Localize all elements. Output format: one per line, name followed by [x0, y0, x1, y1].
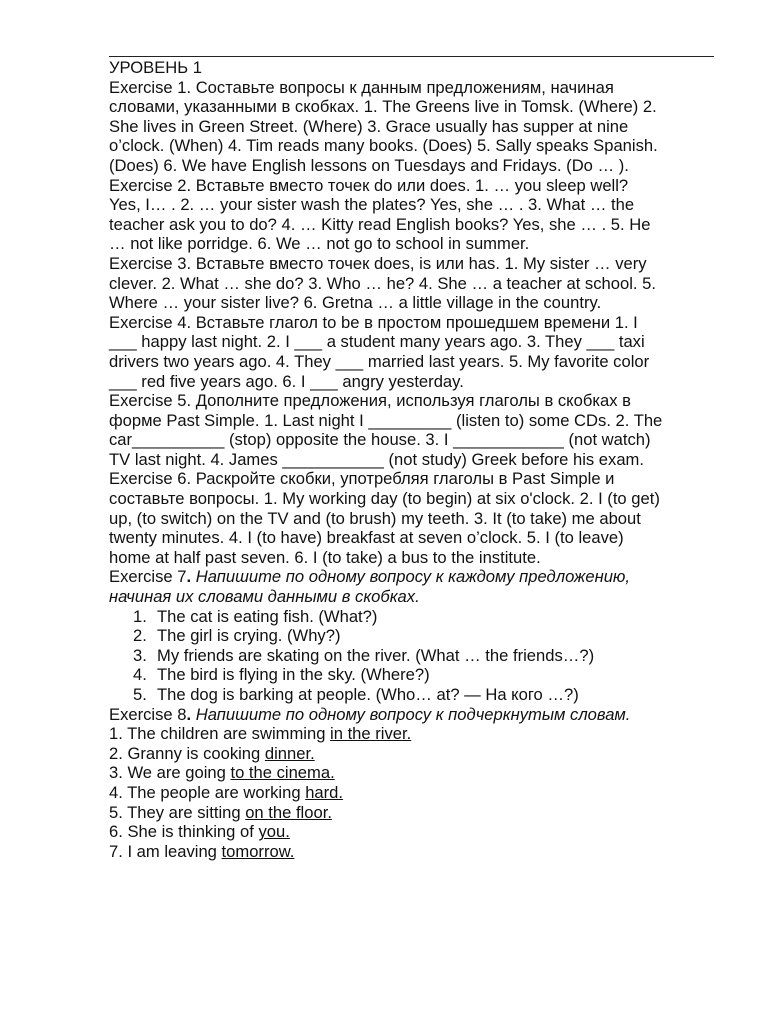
exercise-7-dot: . [186, 567, 192, 587]
sentence-line [109, 744, 714, 764]
text-line: teacher ask you to do? 4. … Kitty read English books? Yes, she … . 5. He [109, 214, 651, 234]
list-item [109, 665, 714, 685]
text-line: Yes, I… . 2. … your sister wash the plates? Yes, she … . 3. What … the [109, 195, 635, 215]
sentence-text: 6. She is thinking of [109, 822, 259, 842]
exercise-8-heading [109, 705, 714, 725]
text-line: ___ happy last night. 2. I ___ a student many years ago. 3. They ___ taxi [109, 332, 645, 352]
sentence-line [109, 803, 714, 823]
level-heading: УРОВЕНЬ 1 [109, 58, 202, 77]
list-item [109, 626, 714, 646]
list-number: 3. [133, 645, 147, 665]
text-line: … not like porridge. 6. We … not go to school in summer. [109, 234, 530, 254]
sentence-text: 5. They are sitting [109, 802, 246, 822]
underlined-words: in the river. [330, 724, 412, 744]
text-line: home at half past seven. 6. I (to take) a bus to the institute. [109, 547, 541, 567]
list-number: 4. [133, 665, 147, 685]
text-line: составьте вопросы. 1. My working day (to begin) at six o'clock. 2. I (to get) [109, 489, 660, 509]
sentence-line [109, 822, 714, 842]
list-text: The bird is flying in the sky. (Where?) [157, 665, 430, 685]
text-line: Exercise 2. Вставьте вместо точек do или does. 1. … you sleep well? [109, 175, 629, 195]
exercises-1-6 [109, 78, 714, 568]
exercise-7-instruction: Напишите по одному вопросу к каждому предложению, [191, 567, 631, 587]
header-rule [109, 56, 714, 57]
list-text: The dog is barking at people. (Who… at? — На кого …?) [157, 685, 579, 704]
exercise-7-heading [109, 567, 714, 587]
sentence-line [109, 842, 714, 862]
text-line: (Does) 6. We have English lessons on Tuesdays and Fridays. (Do … ). [109, 155, 629, 175]
list-text: The cat is eating fish. (What?) [157, 606, 378, 626]
sentence-text: 4. The people are working [109, 782, 306, 802]
sentence-text: 3. We are going [109, 763, 231, 783]
sentence-text: 1. The children are swimming [109, 724, 331, 744]
text-line: Where … your sister live? 6. Gretna … a little village in the country. [109, 293, 602, 313]
sentence-line [109, 783, 714, 803]
text-line: up, (to switch) on the TV and (to brush) my teeth. 3. It (to take) me about [109, 508, 641, 528]
list-text: My friends are skating on the river. (What … the friends…?) [157, 645, 595, 665]
list-text: The girl is crying. (Why?) [157, 626, 341, 646]
text-line: drivers two years ago. 4. They ___ married last years. 5. My favorite color [109, 351, 650, 371]
underlined-words: dinner. [264, 743, 315, 763]
sentence-text: 7. I am leaving [109, 841, 222, 861]
list-item [109, 685, 714, 705]
list-number: 1. [133, 606, 147, 626]
underlined-words: to the cinema. [230, 763, 335, 783]
text-line: Exercise 1. Составьте вопросы к данным предложениям, начиная [109, 77, 614, 97]
list-number: 5. [133, 685, 147, 704]
text-line: Exercise 3. Вставьте вместо точек does, is или has. 1. My sister … very [109, 253, 647, 273]
text-line: TV last night. 4. James ___________ (not study) Greek before his exam. [109, 449, 644, 469]
text-line: Exercise 5. Дополните предложения, используя глаголы в скобках в [109, 391, 631, 411]
exercise-8-dot: . [186, 704, 192, 724]
list-item [109, 607, 714, 627]
text-line: clever. 2. What … she do? 3. Who … he? 4. She … a teacher at school. 5. [109, 273, 656, 293]
exercise-8 [109, 705, 714, 862]
text-line: форме Past Simple. 1. Last night I _________ (listen to) some CDs. 2. The [109, 410, 663, 430]
text-line: Exercise 4. Вставьте глагол to be в простом прошедшем времени 1. I [109, 312, 638, 332]
text-line: словами, указанными в скобках. 1. The Greens live in Tomsk. (Where) 2. [109, 97, 657, 117]
list-number: 2. [133, 626, 147, 646]
text-line: twenty minutes. 4. I (to have) breakfast at seven o’clock. 5. I (to leave) [109, 528, 624, 548]
underlined-words: hard. [305, 782, 344, 802]
text-line: car__________ (stop) opposite the house. 3. I ____________ (not watch) [109, 430, 651, 450]
text-line: o’clock. (When) 4. Tim reads many books. (Does) 5. Sally speaks Spanish. [109, 136, 658, 156]
sentence-text: 2. Granny is cooking [109, 743, 265, 763]
document-page [109, 56, 714, 861]
exercise-7 [109, 567, 714, 704]
exercise-7-label: Exercise 7 [109, 567, 187, 587]
underlined-words: tomorrow. [221, 841, 295, 861]
underlined-words: on the floor. [245, 802, 332, 822]
text-line: Exercise 6. Раскройте скобки, употребляя глаголы в Past Simple и [109, 469, 615, 489]
text-line: She lives in Green Street. (Where) 3. Grace usually has supper at nine [109, 116, 629, 136]
sentence-line [109, 724, 714, 744]
exercise-7-list [109, 607, 714, 705]
underlined-words: you. [258, 822, 290, 842]
list-item [109, 646, 714, 666]
exercise-8-instruction: Напишите по одному вопросу к подчеркнутым словам. [191, 704, 631, 724]
exercise-8-label: Exercise 8 [109, 704, 187, 724]
exercise-7-instruction-cont: начиная их словами данными в скобках. [109, 587, 420, 607]
sentence-line [109, 763, 714, 783]
text-line: ___ red five years ago. 6. I ___ angry yesterday. [109, 371, 464, 391]
